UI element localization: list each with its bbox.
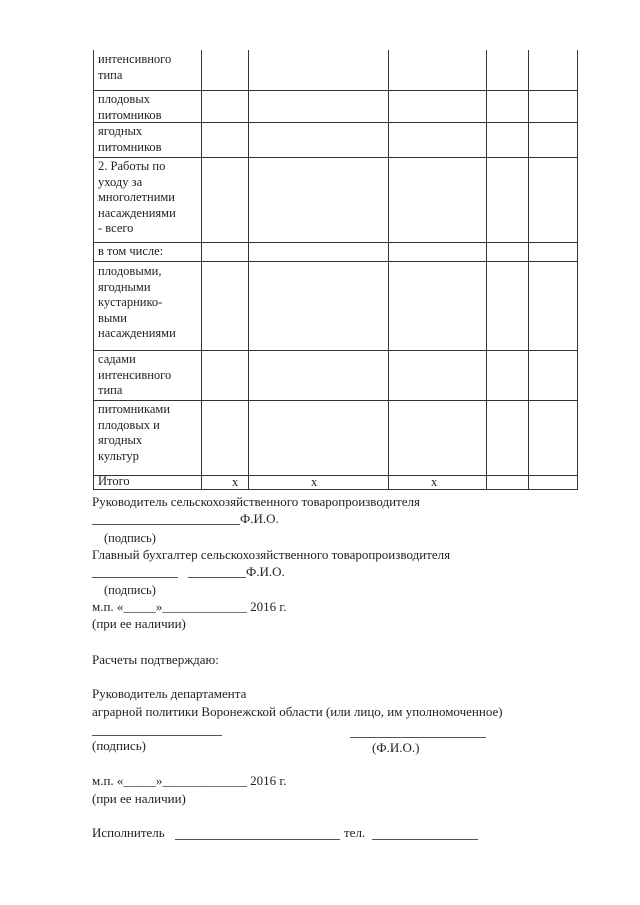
executor-line xyxy=(175,839,340,840)
dept-fio: (Ф.И.О.) xyxy=(372,740,420,755)
head-fio: Ф.И.О. xyxy=(240,511,279,526)
row-label-fruit-nurseries: плодовых питомников xyxy=(98,92,162,122)
stamp-date-1: м.п. «_____»_____________ 2016 г. xyxy=(92,599,287,614)
total-mark-2: х xyxy=(311,475,318,489)
head-sign-line xyxy=(92,524,240,525)
dept-fio-line xyxy=(350,737,486,738)
row-label-including: в том числе: xyxy=(98,244,164,258)
row-label-fruit-berry-shrubs: плодовыми, ягодными кустарнико- выми насаждениями xyxy=(98,264,176,340)
stamp-note-1: (при ее наличии) xyxy=(92,616,186,631)
tel-line xyxy=(372,839,478,840)
head-podpis: (подпись) xyxy=(104,531,156,545)
dept-sign-line xyxy=(92,735,222,736)
tel-label: тел. xyxy=(344,825,366,840)
stamp-date-2: м.п. «_____»_____________ 2016 г. xyxy=(92,773,287,788)
head-title: Руководитель сельскохозяйственного товаропроизводителя xyxy=(92,494,420,509)
total-mark-3: х xyxy=(431,475,438,489)
row-label-berry-nurseries: ягодных питомников xyxy=(98,124,162,154)
executor-label: Исполнитель xyxy=(92,825,165,840)
dept-head-title-2: аграрной политики Воронежской области (или лицо, им уполномоченное) xyxy=(92,704,503,719)
confirm-label: Расчеты подтверждаю: xyxy=(92,652,219,667)
works-table xyxy=(93,50,578,490)
stamp-note-2: (при ее наличии) xyxy=(92,791,186,806)
accountant-fio: Ф.И.О. xyxy=(246,564,285,579)
row-label-nurseries-crops: питомниками плодовых и ягодных культур xyxy=(98,402,171,463)
dept-podpis: (подпись) xyxy=(92,738,146,753)
accountant-title: Главный бухгалтер сельскохозяйственного товаропроизводителя xyxy=(92,547,451,562)
row-label-intensive-type: интенсивного типа xyxy=(98,52,172,82)
accountant-podpis: (подпись) xyxy=(104,583,156,597)
accountant-sign-line-1 xyxy=(92,577,178,578)
total-mark-1: х xyxy=(232,475,239,489)
accountant-sign-line-2 xyxy=(188,577,246,578)
row-label-total: Итого xyxy=(98,474,130,488)
row-label-care-works-total: 2. Работы по уходу за многолетними насаждениями - всего xyxy=(98,159,176,235)
dept-head-title-1: Руководитель департамента xyxy=(92,686,247,701)
row-label-intensive-gardens: садами интенсивного типа xyxy=(98,352,172,397)
